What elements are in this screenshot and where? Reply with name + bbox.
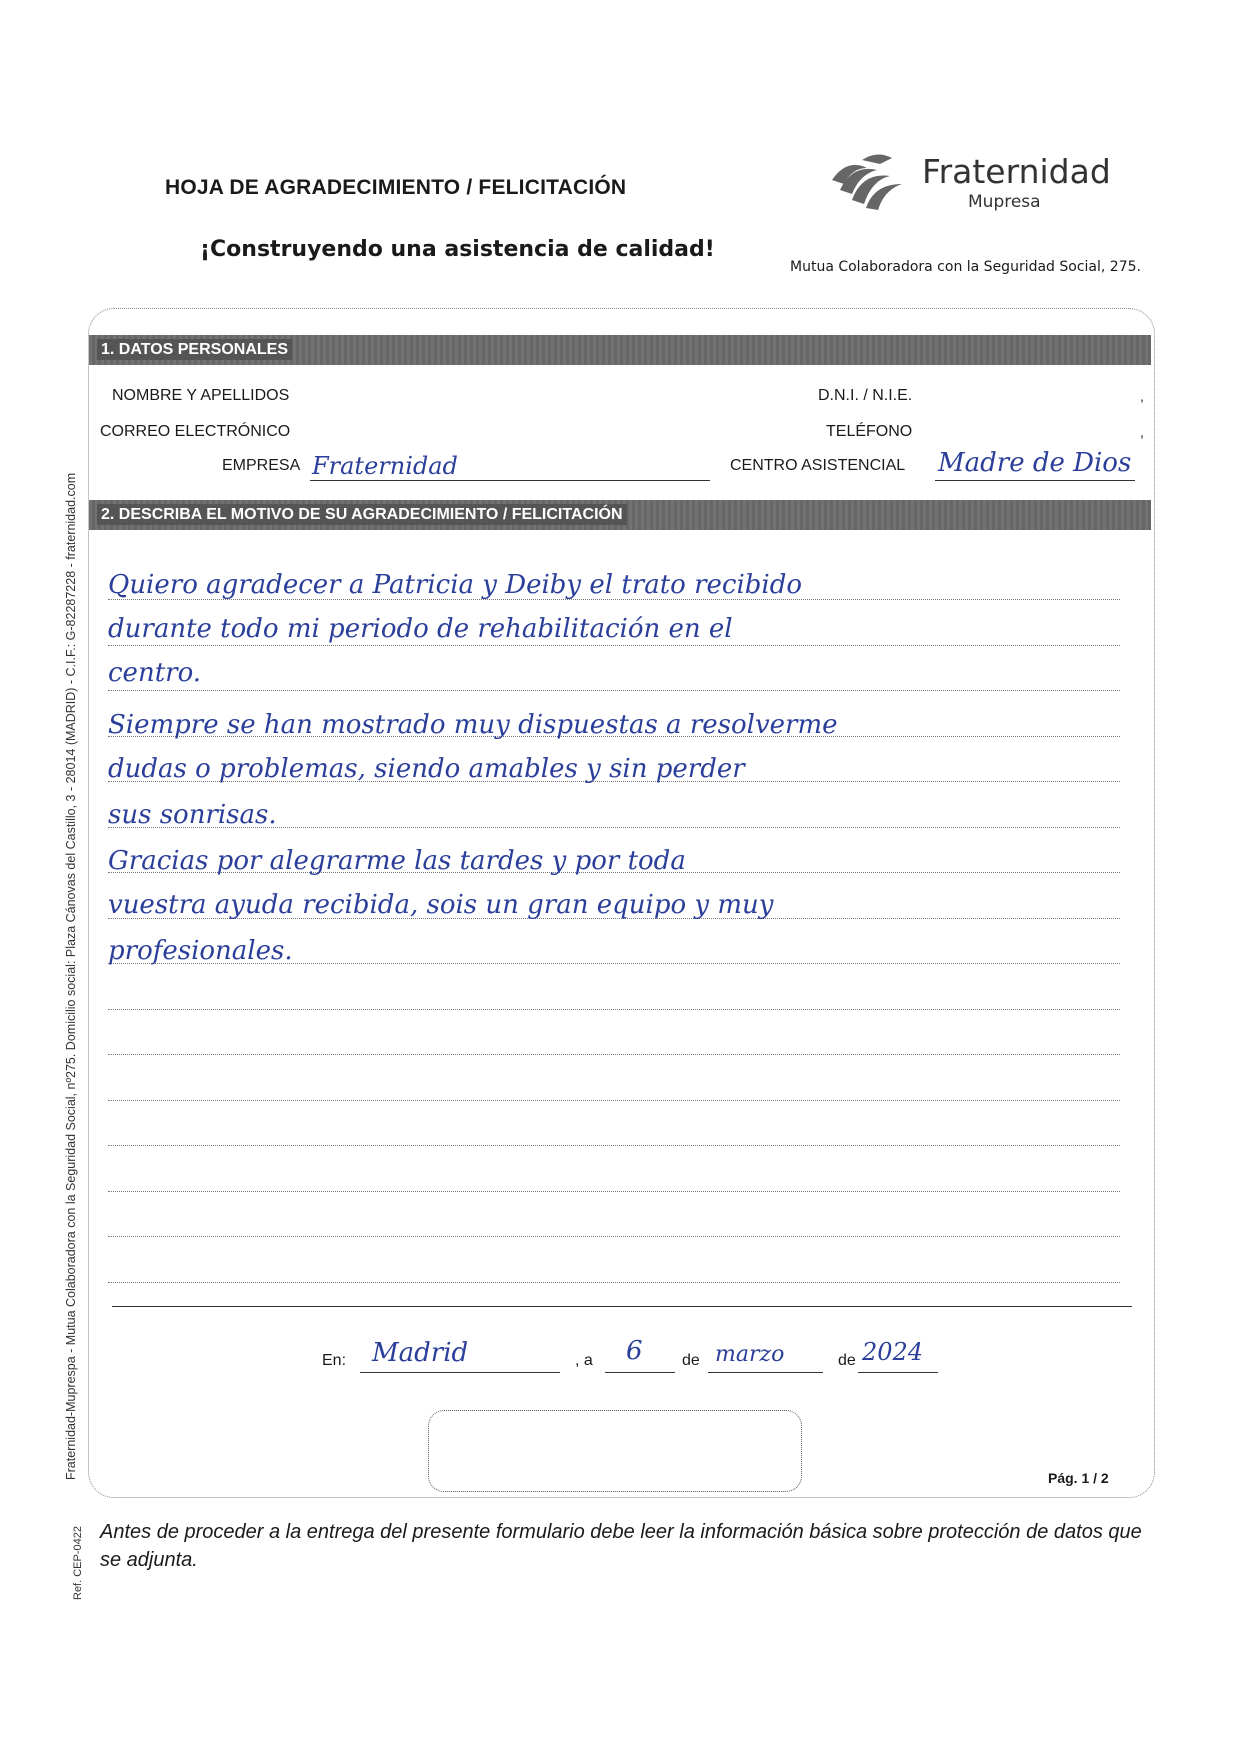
reference-code: Ref. CEP-0422 xyxy=(72,1526,84,1600)
body-line[interactable]: vuestra ayuda recibida, sois un gran equipo y muy xyxy=(108,890,774,920)
centro-label: CENTRO ASISTENCIAL xyxy=(730,457,906,474)
ruled-line xyxy=(108,645,1120,646)
section2-heading xyxy=(89,500,1151,530)
telefono-label: TELÉFONO xyxy=(826,423,913,440)
body-line[interactable]: profesionales. xyxy=(108,936,293,966)
city-value[interactable]: Madrid xyxy=(372,1338,469,1368)
dni-comma: , xyxy=(1140,388,1144,404)
telefono-comma: , xyxy=(1140,424,1144,440)
ruled-line xyxy=(108,1236,1120,1237)
page-number: Pág. 1 / 2 xyxy=(1048,1470,1109,1486)
logo-name: Fraternidad xyxy=(922,152,1111,191)
ruled-line xyxy=(108,1282,1120,1283)
year-value[interactable]: 2024 xyxy=(862,1338,924,1366)
section2-heading-text: 2. DESCRIBA EL MOTIVO DE SU AGRADECIMIENTO / FELICITACIÓN xyxy=(97,504,627,525)
a-label: , a xyxy=(575,1352,593,1369)
ruled-line xyxy=(108,690,1120,691)
body-line[interactable]: Siempre se han mostrado muy dispuestas a resolverme xyxy=(108,710,838,740)
logo-subname: Mupresa xyxy=(968,192,1041,212)
day-value[interactable]: 6 xyxy=(626,1336,643,1366)
ruled-line xyxy=(108,1145,1120,1146)
body-line[interactable]: durante todo mi periodo de rehabilitación en el xyxy=(108,614,733,644)
section1-heading xyxy=(89,335,1151,365)
empresa-label: EMPRESA xyxy=(222,457,301,474)
empresa-line xyxy=(310,480,710,481)
ruled-line xyxy=(108,1009,1120,1010)
section2-bottom-rule xyxy=(112,1306,1132,1307)
form-subtitle: ¡Construyendo una asistencia de calidad! xyxy=(200,237,715,262)
privacy-notice: Antes de proceder a la entrega del presente formulario debe leer la información básica sobre protección de datos que se adjunta. xyxy=(100,1521,1142,1571)
centro-line xyxy=(935,480,1135,481)
fraternidad-logo-icon xyxy=(822,150,912,216)
nombre-label: NOMBRE Y APELLIDOS xyxy=(112,387,290,404)
month-value[interactable]: marzo xyxy=(715,1342,785,1367)
month-line xyxy=(708,1372,823,1373)
ruled-line xyxy=(108,1054,1120,1055)
body-line[interactable]: Quiero agradecer a Patricia y Deiby el trato recibido xyxy=(108,570,803,600)
ruled-line xyxy=(108,1191,1120,1192)
dni-label: D.N.I. / N.I.E. xyxy=(818,387,913,404)
centro-value[interactable]: Madre de Dios xyxy=(938,448,1132,478)
legal-sidebar: Fraternidad-Muprespa - Mutua Colaboradora con la Seguridad Social, nº275. Domicilio social: Plaza Cánovas del Castillo, 3 - 28014 (MADRID) - C.I.F.: G-82287228 - fraternidad.com xyxy=(64,472,78,1480)
year-line xyxy=(858,1372,938,1373)
body-line[interactable]: Gracias por alegrarme las tardes y por toda xyxy=(108,846,686,876)
de2-label: de xyxy=(838,1352,856,1369)
mutua-text: Mutua Colaboradora con la Seguridad Social, 275. xyxy=(790,259,1141,275)
ruled-line xyxy=(108,1100,1120,1101)
correo-label: CORREO ELECTRÓNICO xyxy=(100,423,291,440)
signature-box[interactable] xyxy=(428,1410,802,1492)
city-line xyxy=(360,1372,560,1373)
empresa-value[interactable]: Fraternidad xyxy=(312,452,458,480)
section1-heading-text: 1. DATOS PERSONALES xyxy=(97,339,292,360)
body-line[interactable]: dudas o problemas, siendo amables y sin perder xyxy=(108,754,745,784)
de1-label: de xyxy=(682,1352,700,1369)
day-line xyxy=(605,1372,675,1373)
en-label: En: xyxy=(322,1352,347,1369)
body-line[interactable]: centro. xyxy=(108,658,202,688)
form-title: HOJA DE AGRADECIMIENTO / FELICITACIÓN xyxy=(165,176,627,199)
body-line[interactable]: sus sonrisas. xyxy=(108,800,277,830)
